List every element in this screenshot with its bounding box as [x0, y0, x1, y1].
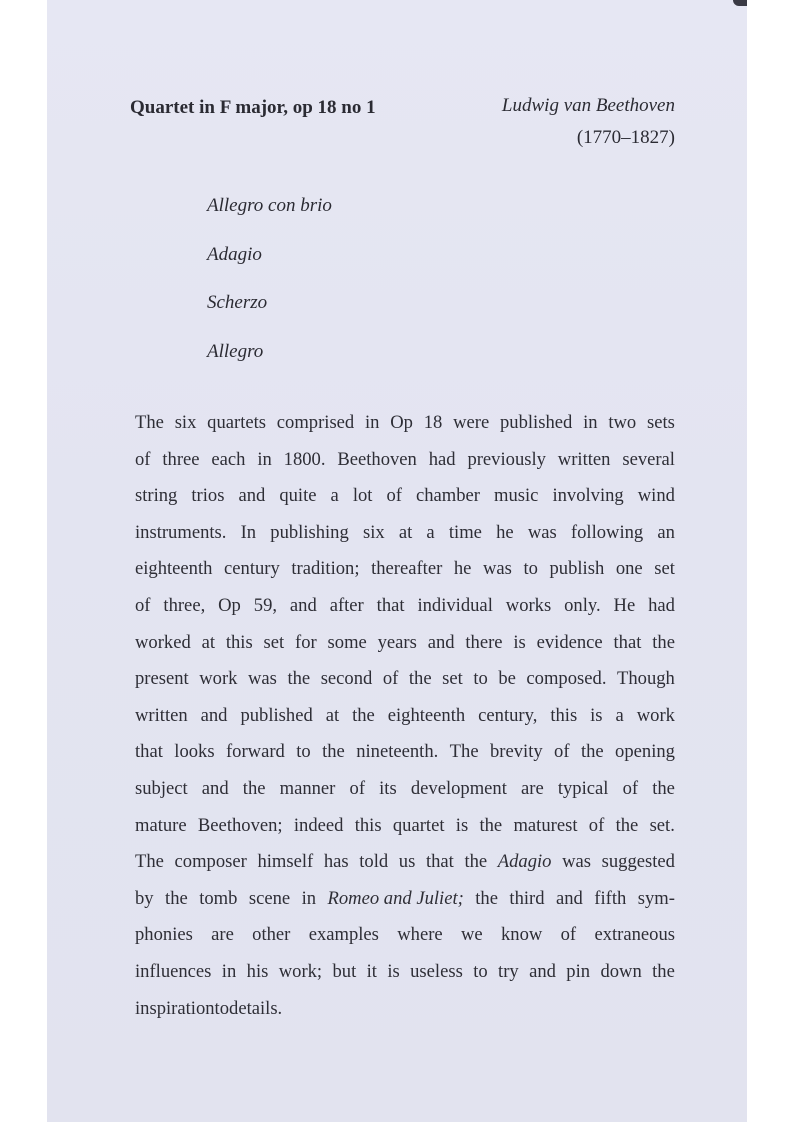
word: each [211, 448, 246, 470]
word: and [238, 485, 266, 507]
word: details. [229, 997, 283, 1019]
word: of [560, 924, 577, 946]
word: was [562, 851, 592, 873]
word: 18 [423, 412, 443, 433]
program-note-line [135, 518, 675, 555]
word: comprised [276, 412, 355, 433]
word: is [387, 960, 400, 982]
word: are [521, 777, 544, 799]
word: of [135, 594, 151, 616]
word: quartets [207, 412, 267, 433]
word: tomb [199, 887, 238, 909]
word: the [352, 704, 375, 726]
word: of [554, 741, 570, 763]
word: six [174, 412, 197, 433]
program-note-line [135, 591, 675, 628]
word: Op [390, 412, 413, 433]
word: for [295, 631, 317, 653]
word: brevity [489, 741, 543, 763]
word: typical [557, 777, 609, 799]
word: in [301, 887, 317, 909]
word: and [201, 777, 229, 799]
word: Op [218, 594, 241, 616]
word: present [135, 668, 189, 690]
word: the [652, 960, 675, 982]
word: the [479, 814, 503, 836]
word: there [465, 631, 503, 653]
word: eighteenth [387, 704, 466, 726]
word: that [376, 594, 405, 616]
word: where [397, 924, 443, 946]
word: Romeo and Juliet; [327, 887, 464, 909]
word: was [527, 521, 557, 543]
word: sym- [637, 887, 675, 909]
word: the [652, 777, 675, 799]
word: be [498, 668, 516, 690]
program-note-line [135, 701, 675, 738]
word: know [500, 924, 543, 946]
word: some [327, 631, 367, 653]
word: pin [566, 960, 591, 982]
word: is [455, 814, 469, 836]
word: Beethoven; [197, 814, 283, 836]
word: to [473, 668, 488, 690]
word: inspiration [135, 997, 215, 1019]
word: chamber [415, 485, 480, 507]
word: are [211, 924, 234, 946]
word: try [498, 960, 519, 982]
word: the [475, 887, 498, 909]
word: third [509, 887, 545, 909]
word: century [224, 558, 280, 580]
word: and [427, 631, 455, 653]
word: he [496, 521, 514, 543]
word: works [505, 594, 552, 616]
word: two [608, 412, 637, 433]
program-note-line [135, 408, 675, 445]
word: involving [552, 485, 624, 507]
word: after [329, 594, 364, 616]
word: six [362, 521, 385, 543]
program-note-line [135, 664, 675, 701]
word: fifth [594, 887, 627, 909]
program-note-line [135, 628, 675, 665]
word: himself [257, 851, 314, 873]
word: Beethoven [337, 448, 417, 470]
program-note-line [135, 994, 675, 1031]
word: years [377, 631, 417, 653]
word: written [557, 448, 611, 470]
word: development [410, 777, 507, 799]
word: in [583, 412, 598, 433]
word: He [613, 594, 636, 616]
word: Adagio [497, 851, 552, 873]
word: eighteenth [135, 558, 213, 580]
word: he [453, 558, 472, 580]
word: in [221, 960, 237, 982]
word: a [615, 704, 624, 726]
program-note-line [135, 884, 675, 921]
word: a [330, 485, 339, 507]
word: the [242, 777, 266, 799]
word: several [622, 448, 675, 470]
word: extraneous [594, 924, 675, 946]
word: composed. [526, 668, 607, 690]
word: the [287, 668, 311, 690]
word: previously [467, 448, 546, 470]
word: The [449, 741, 479, 763]
word: mature [135, 814, 187, 836]
word: music [494, 485, 539, 507]
word: published [240, 704, 313, 726]
word: in [365, 412, 380, 433]
word: that [613, 631, 642, 653]
word: to [296, 741, 311, 763]
word: the [165, 887, 188, 909]
word: sets [646, 412, 675, 433]
word: had [648, 594, 675, 616]
word: but [332, 960, 357, 982]
word: the [322, 741, 345, 763]
word: the [580, 741, 604, 763]
word: at [398, 521, 413, 543]
program-note-line [135, 774, 675, 811]
work-title: Quartet in F major, op 18 no 1 [130, 97, 376, 118]
word: in [257, 448, 272, 470]
word: one [615, 558, 643, 580]
program-note-line [135, 445, 675, 482]
word: time [448, 521, 482, 543]
movement-2: Adagio [207, 243, 262, 265]
word: influences [135, 960, 212, 982]
page-corner-shadow [733, 0, 747, 6]
word: tradition; [291, 558, 360, 580]
program-note-line [135, 481, 675, 518]
word: thereafter [371, 558, 443, 580]
word: publish [549, 558, 605, 580]
printed-page [47, 0, 747, 1122]
word: to [473, 960, 488, 982]
word: of [135, 448, 151, 470]
word: us [398, 851, 416, 873]
word: at [201, 631, 216, 653]
word: quite [279, 485, 317, 507]
movement-list [207, 193, 332, 388]
word: phonies [135, 924, 193, 946]
word: individual [417, 594, 493, 616]
word: had [428, 448, 456, 470]
word: 59, [253, 594, 278, 616]
word: of [386, 485, 402, 507]
composer-name: Ludwig van Beethoven [501, 95, 675, 116]
word: its [379, 777, 397, 799]
word: composer [174, 851, 247, 873]
word: lot [352, 485, 373, 507]
word: this [354, 814, 382, 836]
word: century, [478, 704, 538, 726]
word: publishing [270, 521, 349, 543]
word: indeed [293, 814, 344, 836]
word: an [657, 521, 675, 543]
word: has [323, 851, 349, 873]
word: we [460, 924, 483, 946]
word: nineteenth. [356, 741, 439, 763]
word: set [654, 558, 675, 580]
movement-4: Allegro [207, 341, 264, 363]
word: and [529, 960, 556, 982]
program-note-line [135, 737, 675, 774]
word: and [555, 887, 583, 909]
word: quartet [392, 814, 445, 836]
word: only. [564, 594, 601, 616]
word: this [225, 631, 253, 653]
word: scene [248, 887, 291, 909]
word: following [570, 521, 644, 543]
word: 1800. [283, 448, 326, 470]
word: trios [191, 485, 225, 507]
word: second [320, 668, 373, 690]
word: The [135, 412, 164, 433]
program-note-line [135, 847, 675, 884]
program-note-line [135, 957, 675, 994]
word: useless [410, 960, 463, 982]
word: the [408, 668, 432, 690]
word: of [622, 777, 639, 799]
word: to [523, 558, 538, 580]
word: the [615, 814, 639, 836]
word: is [590, 704, 603, 726]
word: written [135, 704, 188, 726]
program-note-line [135, 920, 675, 957]
word: looks [174, 741, 215, 763]
program-note-line [135, 811, 675, 848]
program-note [135, 408, 675, 1030]
word: his [246, 960, 269, 982]
word: string [135, 485, 178, 507]
movement-1: Allegro con brio [207, 195, 332, 216]
word: by [135, 887, 154, 909]
word: the [652, 631, 675, 653]
word: worked [135, 631, 191, 653]
word: three, [163, 594, 206, 616]
word: opening [615, 741, 675, 763]
word: and [200, 704, 228, 726]
word: a [426, 521, 435, 543]
program-note-line [135, 554, 675, 591]
word: is [513, 631, 526, 653]
word: set [442, 668, 463, 690]
word: work [636, 704, 675, 726]
word: to [214, 997, 230, 1019]
word: set [263, 631, 285, 653]
word: The [135, 851, 164, 873]
word: other [252, 924, 291, 946]
word: work; [278, 960, 323, 982]
word: three [162, 448, 200, 470]
word: this [550, 704, 578, 726]
word: the [464, 851, 488, 873]
word: it [366, 960, 377, 982]
word: suggested [601, 851, 675, 873]
word: that [135, 741, 163, 763]
word: set. [649, 814, 675, 836]
word: of [349, 777, 366, 799]
word: maturest [513, 814, 578, 836]
word: were [453, 412, 490, 433]
word: subject [135, 777, 188, 799]
word: manner [279, 777, 336, 799]
word: of [588, 814, 605, 836]
word: and [289, 594, 317, 616]
composer-dates: (1770–1827) [576, 127, 675, 148]
word: was [482, 558, 512, 580]
word: work [199, 668, 238, 690]
word: at [325, 704, 340, 726]
word: Though [617, 668, 675, 690]
word: of [382, 668, 399, 690]
word: examples [308, 924, 379, 946]
word: evidence [536, 631, 603, 653]
word: was [247, 668, 277, 690]
word: In [240, 521, 257, 543]
word: published [500, 412, 573, 433]
word: told [359, 851, 389, 873]
word: down [600, 960, 642, 982]
word: that [425, 851, 454, 873]
word: forward [225, 741, 285, 763]
movement-3: Scherzo [207, 292, 268, 314]
word: instruments. [135, 521, 227, 543]
word: wind [637, 485, 675, 507]
